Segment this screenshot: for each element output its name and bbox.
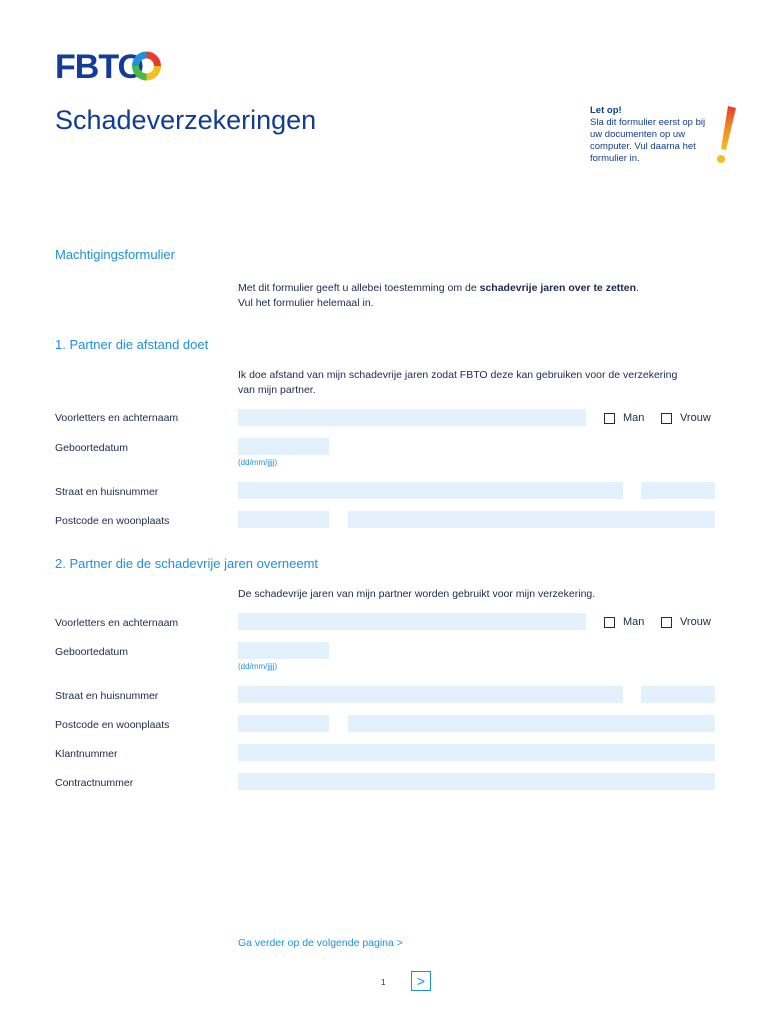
section2-housenumber-field[interactable] bbox=[641, 686, 715, 703]
section2-client-field[interactable] bbox=[238, 744, 715, 761]
section2-gender-man[interactable] bbox=[604, 615, 644, 629]
section2-intro: De schadevrije jaren van mijn partner worden gebruikt voor mijn verzekering. bbox=[238, 588, 596, 600]
section2-street-field[interactable] bbox=[238, 686, 623, 703]
section2-name-label: Voorletters en achternaam bbox=[55, 617, 179, 629]
section2-postcode-label: Postcode en woonplaats bbox=[55, 719, 170, 731]
checkbox-icon[interactable] bbox=[604, 617, 615, 628]
section1-gender-man[interactable] bbox=[604, 411, 644, 425]
section2-vrouw-label: Vrouw bbox=[680, 616, 711, 628]
section2-contract-label: Contractnummer bbox=[55, 777, 134, 789]
logo-text: FBTO bbox=[55, 48, 143, 86]
next-page-link[interactable]: Ga verder op de volgende pagina > bbox=[238, 937, 403, 949]
section2-client-label: Klantnummer bbox=[55, 748, 118, 760]
section1-gender-vrouw[interactable] bbox=[661, 411, 711, 425]
section2-dob-hint: (dd/mm/jjjj) bbox=[238, 662, 278, 671]
section1-name-label: Voorletters en achternaam bbox=[55, 412, 179, 424]
section1-street-label: Straat en huisnummer bbox=[55, 486, 159, 498]
next-page-button[interactable] bbox=[411, 971, 431, 991]
warning-note bbox=[590, 105, 715, 165]
form-heading: Machtigingsformulier bbox=[55, 247, 175, 262]
section2-street-label: Straat en huisnummer bbox=[55, 690, 159, 702]
form-intro-line2: Vul het formulier helemaal in. bbox=[238, 297, 374, 309]
form-intro-text: Met dit formulier geeft u allebei toestemming om de bbox=[238, 282, 480, 294]
page-title: Schadeverzekeringen bbox=[55, 105, 317, 135]
checkbox-icon[interactable] bbox=[604, 413, 615, 424]
exclamation-icon bbox=[712, 104, 738, 166]
section2-man-label: Man bbox=[623, 616, 645, 628]
section2-heading: 2. Partner die de schadevrije jaren overneemt bbox=[55, 556, 319, 571]
checkbox-icon[interactable] bbox=[661, 617, 672, 628]
page-number: 1 bbox=[381, 978, 386, 987]
section1-dob-hint: (dd/mm/jjjj) bbox=[238, 458, 278, 467]
section1-dob-field[interactable] bbox=[238, 438, 329, 455]
section1-intro: Ik doe afstand van mijn schadevrije jaren zodat FBTO deze kan gebruiken voor de verzekering van mijn partner. bbox=[238, 369, 678, 396]
section2-name-field[interactable] bbox=[238, 613, 586, 630]
section2-gender-vrouw[interactable] bbox=[661, 615, 711, 629]
section1-city-field[interactable] bbox=[348, 511, 715, 528]
section1-name-field[interactable] bbox=[238, 409, 586, 426]
warning-text: Sla dit formulier eerst op bij uw documenten op uw computer. Vul daarna het formulier in. bbox=[590, 117, 706, 164]
fbto-logo-ring-icon bbox=[128, 51, 165, 81]
form-intro-end: . bbox=[636, 282, 639, 294]
form-intro bbox=[238, 281, 708, 311]
section2-postcode-field[interactable] bbox=[238, 715, 329, 732]
section1-street-field[interactable] bbox=[238, 482, 623, 499]
form-intro-bold: schadevrije jaren over te zetten bbox=[479, 282, 637, 294]
section1-man-label: Man bbox=[623, 412, 645, 424]
warning-heading: Let op! bbox=[590, 105, 622, 116]
section1-vrouw-label: Vrouw bbox=[680, 412, 711, 424]
section1-postcode-label: Postcode en woonplaats bbox=[55, 515, 170, 527]
section2-city-field[interactable] bbox=[348, 715, 715, 732]
section2-dob-field[interactable] bbox=[238, 642, 329, 659]
section1-heading: 1. Partner die afstand doet bbox=[55, 337, 209, 352]
section2-contract-field[interactable] bbox=[238, 773, 715, 790]
section1-dob-label: Geboortedatum bbox=[55, 442, 128, 454]
section2-dob-label: Geboortedatum bbox=[55, 646, 128, 658]
section1-housenumber-field[interactable] bbox=[641, 482, 715, 499]
section1-postcode-field[interactable] bbox=[238, 511, 329, 528]
checkbox-icon[interactable] bbox=[661, 413, 672, 424]
chevron-right-icon: > bbox=[416, 973, 426, 989]
